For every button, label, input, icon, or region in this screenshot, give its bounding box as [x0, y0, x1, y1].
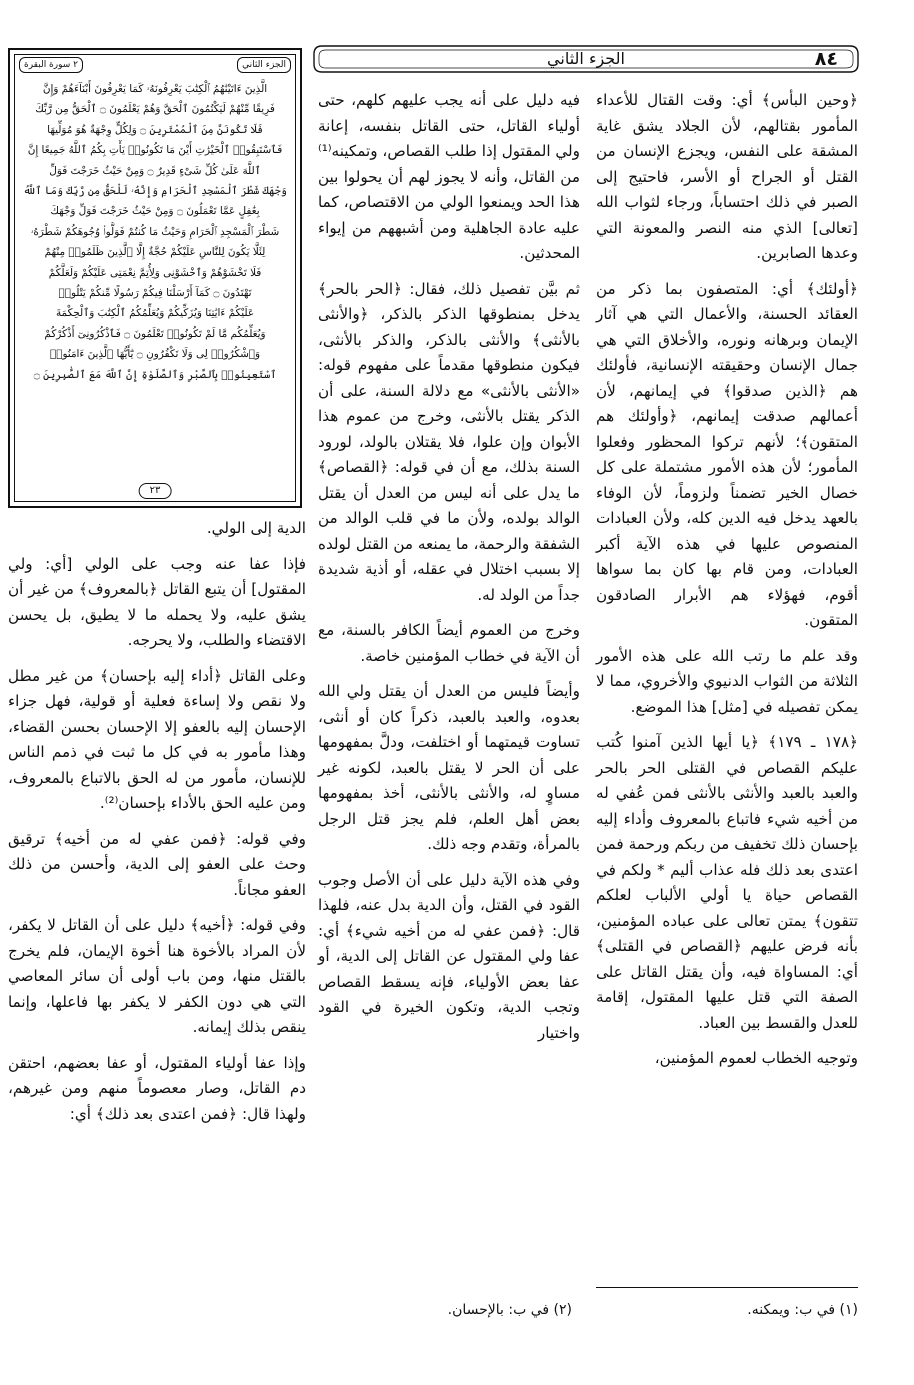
middle-text-column	[318, 88, 580, 1056]
paragraph: وفي قوله: ﴿فمن عفي له من أخيه﴾ ترقيق وحث على العفو إلى الدية، وأحسن من ذلك العفو مجاناً.	[8, 829, 306, 899]
left-text-column	[8, 516, 306, 1137]
paragraph: ثم بيَّن تفصيل ذلك، فقال: ﴿الحر بالحر﴾ يدخل بمنطوقها الذكر بالذكر، ﴿والأنثى بالأنثى﴾ والأنثى بالذكر، والذكر بالأنثى، فيكون منطوقها مقدماً على مفهوم قوله: «الأنثى بالأنثى» مع دلالة السنة، على أن الذكر يقتل بالأنثى، وخرج من عموم هذا الأبوان وإن علوا، فلا يقتلان بالولد، لورود السنة بذلك، مع أن في قوله: ﴿القصاص﴾ ما يدل على أنه ليس من العدل أن يقتل الوالد بولده، ولأن ما في قلب الوالد من الشفقة والرحمة، ما يمنعه من القتل لولده إلا بسبب اختلال في عقله، أو أذية شديدة جداً من الولد له.	[318, 279, 580, 604]
paragraph: فيه دليل على أنه يجب عليهم كلهم، حتى أولياء القاتل، حتى القاتل بنفسه، إعانة ولي المقتول إذا طلب القصاص، وتمكينه⁽¹⁾ من القاتل، وأنه لا يجوز لهم أن يحولوا بين هذا الحد ويمنعوا الولي من الاقتصاص، كما عليه عادة الجاهلية ومن أشبههم من إيواء المحدثين.	[318, 91, 580, 262]
part-title: الجزء الثاني	[547, 49, 625, 68]
mushaf-line: بِغَٰفِلٍ عَمَّا تَعْمَلُونَ ۝ وَمِنْ حَيْثُ خَرَجْتَ فَوَلِّ وَجْهَكَ	[50, 205, 260, 218]
paragraph: وتوجيه الخطاب لعموم المؤمنين،	[654, 1049, 858, 1067]
paragraph: وقد علم ما رتب الله على هذه الأمور الثلاثة من الثواب الدنيوي والأخروي، مما لا يمكن تفصيله في [مثل] هذا الموضع.	[596, 646, 858, 716]
mushaf-line: لِئَلَّا يَكُونَ لِلنَّاسِ عَلَيْكُمْ حُجَّةٌ إِلَّا ٱلَّذِينَ ظَلَمُوا۟ مِنْهُمْ	[44, 246, 266, 259]
mushaf-line: ٱسْتَعِينُوا۟ بِٱلصَّبْرِ وَٱلصَّلَوٰةِ إِنَّ ٱللَّهَ مَعَ ٱلصَّٰبِرِينَ ۝	[33, 368, 277, 381]
paragraph: وخرج من العموم أيضاً الكافر بالسنة، مع أن الآية في خطاب المؤمنين خاصة.	[318, 621, 580, 665]
mushaf-line: فَلَا تَكُونَنَّ مِنَ ٱلْمُمْتَرِينَ ۝ وَلِكُلٍّ وِجْهَةٌ هُوَ مُوَلِّيهَا	[47, 123, 263, 136]
paragraph: وإذا عفا أولياء المقتول، أو عفا بعضهم، احتقن دم القاتل، وصار معصوماً منهم ومن غيرهم، ولهذا قال: ﴿فمن اعتدى بعد ذلك﴾ أي:	[8, 1053, 306, 1123]
mushaf-inner-frame	[14, 54, 296, 502]
paragraph: فإذا عفا عنه وجب على الولي [أي: ولي المقتول] أن يتبع القاتل ﴿بالمعروف﴾ من غير أن يشق عليه، ولا يحمله ما لا يطيق، بل يحسن الاقتضاء والطلب، ولا يحرجه.	[8, 554, 306, 649]
mushaf-line: فَٱسْتَبِقُوا۟ ٱلْخَيْرَٰتِ أَيْنَ مَا تَكُونُوا۟ يَأْتِ بِكُمُ ٱللَّهُ جَمِيعًا إِنَّ	[27, 144, 283, 157]
paragraph: ﴿١٧٨ ـ ١٧٩﴾ ﴿يا أيها الذين آمنوا كُتب عليكم القصاص في القتلى الحر بالحر والعبد بالعبد والأنثى بالأنثى فمن عُفي له من أخيه شيء فاتباع بالمعروف وأداء إليه بإحسان ذلك تخفيف من ربكم ورحمة فمن اعتدى بعد ذلك فله عذاب أليم * ولكم في القصاص حياة يا أولي الألباب لعلكم تتقون﴾ يمتن تعالى على عباده المؤمنين، بأنه فرض عليهم ﴿القصاص في القتلى﴾ أي: المساواة فيه، وأن يقتل القاتل على الصفة التي قتل عليها المقتول، إقامة للعدل والقسط بين العباد.	[596, 733, 859, 1032]
mushaf-line: تَهْتَدُونَ ۝ كَمَآ أَرْسَلْنَا فِيكُمْ رَسُولًا مِّنكُمْ يَتْلُوا۟	[58, 287, 252, 300]
paragraph: وأيضاً فليس من العدل أن يقتل ولي الله بعدوه، والعبد بالعبد، ذكراً كان أو أنثى، تساوت قيمتهما أو اختلفت، ودلَّ بمفهومها على أن الحر لا يقتل بالعبد، لكونه غير مساوٍ له، والأنثى بالأنثى، أخذ بمفهومها بعض أهل العلم، فلم يجز قتل الرجل بالمرأة، وتقدم وجه ذلك.	[318, 682, 580, 853]
mushaf-page-label: ٢٣	[139, 483, 172, 499]
mushaf-juz-label: الجزء الثاني	[237, 57, 291, 73]
mushaf-header	[19, 57, 291, 73]
mushaf-line: فَرِيقًا مِّنْهُمْ لَيَكْتُمُونَ ٱلْحَقَّ وَهُمْ يَعْلَمُونَ ۝ ٱلْحَقُّ مِن رَّبِّكَ	[35, 103, 275, 116]
footnote-2: (٢) في ب: بالإحسان.	[447, 1302, 572, 1318]
mushaf-line: وَجْهَكَ شَطْرَ ٱلْمَسْجِدِ ٱلْحَرَامِ وَإِنَّهُۥ لَلْحَقُّ مِن رَّبِّكَ وَمَا ٱللَّهُ	[23, 185, 287, 198]
footnote-1: (١) في ب: ويمكنه.	[747, 1302, 858, 1318]
mushaf-line: شَطْرَ ٱلْمَسْجِدِ ٱلْحَرَامِ وَحَيْثُ مَا كُنتُمْ فَوَلُّوا۟ وُجُوهَكُمْ شَطْرَهُۥ	[30, 225, 280, 238]
paragraph: الدية إلى الولي.	[206, 519, 306, 537]
paragraph: وفي قوله: ﴿أخيه﴾ دليل على أن القاتل لا يكفر، لأن المراد بالأخوة هنا أخوة الإيمان، فلم يخرج بالقتل منها، ومن باب أولى أن سائر المعاصي التي هي دون الكفر لا يكفر بها فاعلها، وإنما ينقص بذلك إيمانه.	[8, 916, 306, 1036]
paragraph: وعلى القاتل ﴿أداء إليه بإحسان﴾ من غير مطل ولا نقص ولا إساءة فعلية أو قولية، فهل جزاء الإحسان إليه بالعفو إلا الإحسان بحسن القضاء، وهذا مأمور به في كل ما ثبت في ذمم الناس للإنسان، مأمور من له الحق بالاتباع بالمعروف، ومن عليه الحق بالأداء بإحسان⁽²⁾.	[8, 666, 306, 812]
mushaf-line: وَيُعَلِّمُكُم مَّا لَمْ تَكُونُوا۟ تَعْلَمُونَ ۝ فَٱذْكُرُونِىٓ أَذْكُرْكُمْ	[44, 327, 266, 340]
mushaf-surah-label: ٢ سورة البقرة	[19, 57, 83, 73]
mushaf-line: ٱللَّهَ عَلَىٰ كُلِّ شَىْءٍ قَدِيرٌ ۝ وَمِنْ حَيْثُ خَرَجْتَ فَوَلِّ	[49, 164, 261, 177]
mushaf-line: وَٱشْكُرُوا۟ لِى وَلَا تَكْفُرُونِ ۝ يَٰٓأَيُّهَا ٱلَّذِينَ ءَامَنُوا۟	[49, 348, 261, 361]
footnote-separator	[596, 1287, 858, 1288]
paragraph: وفي هذه الآية دليل على أن الأصل وجوب القود في القتل، وأن الدية بدل عنه، فلهذا قال: ﴿فمن عفي له من أخيه شيء﴾ أي: عفا ولي المقتول عن القاتل إلى الدية، أو عفا بعض الأولياء، فإنه يسقط القصاص وتجب الدية، وتكون الخيرة في القود واختيار	[318, 870, 580, 1042]
paragraph: ﴿وحين البأس﴾ أي: وقت القتال للأعداء المأمور بقتالهم، لأن الجلاد يشق غاية المشقة على النفس، ويجزع الإنسان من القتل أو الجراح أو الأسر، فاحتيج إلى الصبر في ذلك احتساباً، ورجاء لثواب الله [تعالى] الذي منه النصر والمعونة التي وعدها الصابرين.	[596, 91, 858, 262]
page-number: ٨٤	[814, 48, 838, 70]
paragraph: ﴿أولئك﴾ أي: المتصفون بما ذكر من العقائد الحسنة، والأعمال التي هي آثار الإيمان وبرهانه ونوره، والأخلاق التي هي جمال الإنسان وحقيقته الإنسانية، فأولئك هم ﴿الذين صدقوا﴾ في إيمانهم، لأن أعمالهم صدقت إيمانهم، ﴿وأولئك هم المتقون﴾؛ لأنهم تركوا المحظور وفعلوا المأمور؛ لأن هذه الأمور مشتملة على كل خصال الخير تضمناً ولزوماً، لأن الوفاء بالعهد يدخل فيه الدين كله، ولأن العبادات المنصوص عليها في هذه الآية أكبر العبادات، ومن قام بها كان بما سواها أقوم، فهؤلاء هم الأبرار الصادقون المتقون.	[596, 279, 858, 629]
mushaf-text	[21, 79, 289, 385]
page-header	[312, 42, 860, 76]
mushaf-line: عَلَيْكُمْ ءَايَٰتِنَا وَيُزَكِّيكُمْ وَيُعَلِّمُكُمُ ٱلْكِتَٰبَ وَٱلْحِكْمَةَ	[55, 307, 255, 320]
right-text-column	[596, 88, 858, 1082]
mushaf-page-panel	[8, 48, 302, 508]
mushaf-line: الَّذِينَ ءَاتَيْنَٰهُمُ ٱلْكِتَٰبَ يَعْرِفُونَهُۥ كَمَا يَعْرِفُونَ أَبْنَآءَهُمْ وَإِنَّ	[42, 83, 268, 95]
mushaf-line: فَلَا تَخْشَوْهُمْ وَٱخْشَوْنِى وَلِأُتِمَّ نِعْمَتِى عَلَيْكُمْ وَلَعَلَّكُمْ	[48, 266, 262, 279]
